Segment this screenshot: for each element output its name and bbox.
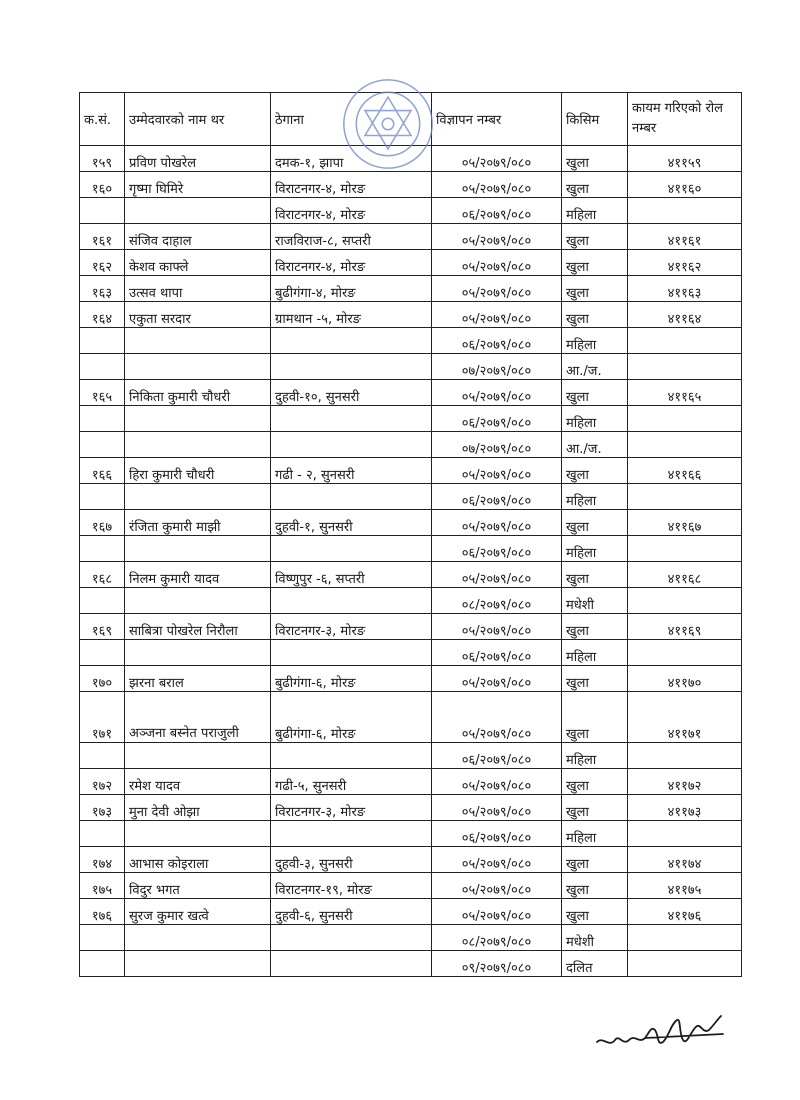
candidate-name-cell — [125, 821, 271, 847]
candidate-name-cell — [125, 743, 271, 769]
roll-number-cell: ४११७४ — [628, 847, 742, 873]
table-row — [80, 588, 742, 614]
table-row — [80, 172, 742, 198]
table-row — [80, 458, 742, 484]
advertisement-number-cell: ०८/२०७९/०८० — [432, 588, 562, 614]
table-row — [80, 250, 742, 276]
category-cell: महिला — [562, 328, 628, 354]
serial-number-cell — [80, 328, 125, 354]
table-row — [80, 302, 742, 328]
address-cell — [271, 821, 432, 847]
candidate-name-cell — [125, 406, 271, 432]
table-row — [80, 328, 742, 354]
roll-number-cell: ४११७० — [628, 666, 742, 692]
serial-number-cell: १६६ — [80, 458, 125, 484]
address-cell — [271, 951, 432, 977]
roll-number-cell: ४११७६ — [628, 899, 742, 925]
table-row — [80, 380, 742, 406]
serial-number-cell: १७० — [80, 666, 125, 692]
table-row — [80, 951, 742, 977]
advertisement-number-cell: ०५/२०७९/०८० — [432, 795, 562, 821]
category-cell: मधेशी — [562, 925, 628, 951]
header-serial: क.सं. — [80, 93, 125, 146]
header-address: ठेगाना — [271, 93, 432, 146]
candidate-name-cell: हिरा कुमारी चौधरी — [125, 458, 271, 484]
advertisement-number-cell: ०८/२०७९/०८० — [432, 925, 562, 951]
advertisement-number-cell: ०५/२०७९/०८० — [432, 172, 562, 198]
roll-number-cell: ४११७१ — [628, 692, 742, 743]
roll-number-cell — [628, 354, 742, 380]
table-header-row — [80, 93, 742, 146]
candidate-name-cell: प्रविण पोखरेल — [125, 146, 271, 172]
roll-number-cell — [628, 484, 742, 510]
category-cell: महिला — [562, 198, 628, 224]
category-cell: मधेशी — [562, 588, 628, 614]
address-cell: बुढीगंगा-४, मोरङ — [271, 276, 432, 302]
category-cell: महिला — [562, 484, 628, 510]
table-row — [80, 614, 742, 640]
address-cell: विराटनगर-४, मोरङ — [271, 172, 432, 198]
advertisement-number-cell: ०६/२०७९/०८० — [432, 640, 562, 666]
header-roll-number: कायम गरिएको रोल नम्बर — [628, 93, 742, 146]
advertisement-number-cell: ०७/२०७९/०८० — [432, 432, 562, 458]
advertisement-number-cell: ०६/२०७९/०८० — [432, 328, 562, 354]
table-row — [80, 640, 742, 666]
category-cell: आ./ज. — [562, 432, 628, 458]
header-advertisement-number: विज्ञापन नम्बर — [432, 93, 562, 146]
table-row — [80, 692, 742, 743]
header-category: किसिम — [562, 93, 628, 146]
serial-number-cell: १६९ — [80, 614, 125, 640]
serial-number-cell — [80, 640, 125, 666]
address-cell: ग्रामथान -५, मोरङ — [271, 302, 432, 328]
advertisement-number-cell: ०५/२०७९/०८० — [432, 146, 562, 172]
roll-number-cell: ४११६६ — [628, 458, 742, 484]
address-cell — [271, 484, 432, 510]
address-cell — [271, 354, 432, 380]
category-cell: आ./ज. — [562, 354, 628, 380]
table-row — [80, 743, 742, 769]
candidate-name-cell: केशव काफ्ले — [125, 250, 271, 276]
address-cell — [271, 743, 432, 769]
advertisement-number-cell: ०५/२०७९/०८० — [432, 250, 562, 276]
candidate-name-cell: मुना देवी ओझा — [125, 795, 271, 821]
candidate-name-cell — [125, 951, 271, 977]
serial-number-cell — [80, 536, 125, 562]
serial-number-cell — [80, 406, 125, 432]
candidate-name-cell: निलम कुमारी यादव — [125, 562, 271, 588]
candidate-name-cell: निकिता कुमारी चौधरी — [125, 380, 271, 406]
address-cell: विराटनगर-४, मोरङ — [271, 198, 432, 224]
roll-number-cell — [628, 743, 742, 769]
advertisement-number-cell: ०५/२०७९/०८० — [432, 692, 562, 743]
advertisement-number-cell: ०५/२०७९/०८० — [432, 666, 562, 692]
table-row — [80, 224, 742, 250]
category-cell: खुला — [562, 692, 628, 743]
address-cell — [271, 536, 432, 562]
address-cell: विराटनगर-३, मोरङ — [271, 614, 432, 640]
candidate-name-cell: अञ्जना बस्नेत पराजुली — [125, 692, 271, 743]
serial-number-cell: १६२ — [80, 250, 125, 276]
advertisement-number-cell: ०६/२०७९/०८० — [432, 406, 562, 432]
advertisement-number-cell: ०६/२०७९/०८० — [432, 484, 562, 510]
serial-number-cell: १६५ — [80, 380, 125, 406]
serial-number-cell: १६७ — [80, 510, 125, 536]
advertisement-number-cell: ०७/२०७९/०८० — [432, 354, 562, 380]
advertisement-number-cell: ०६/२०७९/०८० — [432, 743, 562, 769]
roll-number-cell: ४११६१ — [628, 224, 742, 250]
address-cell — [271, 432, 432, 458]
roll-number-cell — [628, 640, 742, 666]
category-cell: महिला — [562, 821, 628, 847]
advertisement-number-cell: ०६/२०७९/०८० — [432, 821, 562, 847]
candidate-name-cell: एकुता सरदार — [125, 302, 271, 328]
address-cell: विराटनगर-१९, मोरङ — [271, 873, 432, 899]
table-row — [80, 354, 742, 380]
address-cell: विराटनगर-३, मोरङ — [271, 795, 432, 821]
advertisement-number-cell: ०५/२०७९/०८० — [432, 562, 562, 588]
serial-number-cell: १७१ — [80, 692, 125, 743]
candidate-name-cell — [125, 198, 271, 224]
address-cell: बुढीगंगा-६, मोरङ — [271, 666, 432, 692]
serial-number-cell — [80, 354, 125, 380]
serial-number-cell — [80, 743, 125, 769]
table-row — [80, 510, 742, 536]
candidate-name-cell: विदुर भगत — [125, 873, 271, 899]
roll-number-cell: ४११७५ — [628, 873, 742, 899]
serial-number-cell: १६१ — [80, 224, 125, 250]
serial-number-cell: १७५ — [80, 873, 125, 899]
category-cell: खुला — [562, 873, 628, 899]
candidate-name-cell: साबित्रा पोखरेल निरौला — [125, 614, 271, 640]
advertisement-number-cell: ०५/२०७९/०८० — [432, 510, 562, 536]
roll-number-table — [79, 92, 742, 977]
candidate-name-cell — [125, 536, 271, 562]
serial-number-cell — [80, 432, 125, 458]
candidate-name-cell: गृष्मा घिमिरे — [125, 172, 271, 198]
advertisement-number-cell: ०५/२०७९/०८० — [432, 769, 562, 795]
address-cell — [271, 588, 432, 614]
address-cell: गढी-५, सुनसरी — [271, 769, 432, 795]
table-row — [80, 432, 742, 458]
serial-number-cell: १६० — [80, 172, 125, 198]
roll-number-cell: ४११६२ — [628, 250, 742, 276]
category-cell: खुला — [562, 666, 628, 692]
header-candidate-name: उम्मेदवारको नाम थर — [125, 93, 271, 146]
address-cell: दुहवी-६, सुनसरी — [271, 899, 432, 925]
candidate-name-cell — [125, 925, 271, 951]
category-cell: खुला — [562, 795, 628, 821]
address-cell: गढी - २, सुनसरी — [271, 458, 432, 484]
roll-number-cell: ४११६४ — [628, 302, 742, 328]
category-cell: खुला — [562, 614, 628, 640]
table-row — [80, 198, 742, 224]
category-cell: खुला — [562, 224, 628, 250]
category-cell: खुला — [562, 510, 628, 536]
address-cell — [271, 925, 432, 951]
roll-number-cell: ४११६० — [628, 172, 742, 198]
roll-number-cell — [628, 951, 742, 977]
category-cell: खुला — [562, 250, 628, 276]
address-cell: दुहवी-१०, सुनसरी — [271, 380, 432, 406]
candidate-name-cell — [125, 640, 271, 666]
candidate-name-cell: रमेश यादव — [125, 769, 271, 795]
category-cell: महिला — [562, 406, 628, 432]
table-row — [80, 821, 742, 847]
candidate-name-cell — [125, 354, 271, 380]
roll-number-cell — [628, 588, 742, 614]
serial-number-cell: १७३ — [80, 795, 125, 821]
category-cell: खुला — [562, 769, 628, 795]
table-row — [80, 666, 742, 692]
serial-number-cell — [80, 925, 125, 951]
address-cell: विष्णुपुर -६, सप्तरी — [271, 562, 432, 588]
address-cell — [271, 640, 432, 666]
category-cell: दलित — [562, 951, 628, 977]
category-cell: खुला — [562, 380, 628, 406]
candidate-name-cell — [125, 484, 271, 510]
table-row — [80, 769, 742, 795]
category-cell: खुला — [562, 146, 628, 172]
roll-number-cell — [628, 328, 742, 354]
serial-number-cell: १६८ — [80, 562, 125, 588]
table-row — [80, 146, 742, 172]
table-row — [80, 873, 742, 899]
category-cell: महिला — [562, 536, 628, 562]
candidate-name-cell: संजिव दाहाल — [125, 224, 271, 250]
category-cell: खुला — [562, 302, 628, 328]
handwritten-signature — [585, 1000, 735, 1060]
candidate-name-cell: सुरज कुमार खत्वे — [125, 899, 271, 925]
roll-number-cell: ४११६५ — [628, 380, 742, 406]
category-cell: खुला — [562, 847, 628, 873]
table-body — [80, 146, 742, 977]
advertisement-number-cell: ०५/२०७९/०८० — [432, 899, 562, 925]
candidate-name-cell — [125, 588, 271, 614]
roll-number-cell — [628, 821, 742, 847]
roll-number-cell — [628, 925, 742, 951]
category-cell: खुला — [562, 562, 628, 588]
serial-number-cell — [80, 951, 125, 977]
roll-number-cell — [628, 536, 742, 562]
roll-number-cell: ४११५९ — [628, 146, 742, 172]
roll-number-cell: ४११६७ — [628, 510, 742, 536]
serial-number-cell: १५९ — [80, 146, 125, 172]
table-row — [80, 847, 742, 873]
candidate-name-cell — [125, 328, 271, 354]
serial-number-cell — [80, 821, 125, 847]
roll-number-cell: ४११७३ — [628, 795, 742, 821]
category-cell: खुला — [562, 458, 628, 484]
candidate-name-cell: उत्सव थापा — [125, 276, 271, 302]
address-cell — [271, 406, 432, 432]
category-cell: खुला — [562, 172, 628, 198]
serial-number-cell: १७२ — [80, 769, 125, 795]
serial-number-cell: १७६ — [80, 899, 125, 925]
address-cell: दुहवी-३, सुनसरी — [271, 847, 432, 873]
table-row — [80, 484, 742, 510]
advertisement-number-cell: ०५/२०७९/०८० — [432, 458, 562, 484]
serial-number-cell: १७४ — [80, 847, 125, 873]
table-row — [80, 406, 742, 432]
category-cell: खुला — [562, 276, 628, 302]
candidate-name-cell: आभास कोइराला — [125, 847, 271, 873]
table-row — [80, 899, 742, 925]
address-cell: दुहवी-१, सुनसरी — [271, 510, 432, 536]
table-row — [80, 276, 742, 302]
category-cell: खुला — [562, 899, 628, 925]
roll-number-cell: ४११६९ — [628, 614, 742, 640]
advertisement-number-cell: ०६/२०७९/०८० — [432, 198, 562, 224]
candidate-name-cell: रंजिता कुमारी माझी — [125, 510, 271, 536]
table-row — [80, 536, 742, 562]
category-cell: महिला — [562, 743, 628, 769]
roll-number-cell — [628, 432, 742, 458]
table-row — [80, 795, 742, 821]
serial-number-cell — [80, 588, 125, 614]
table-row — [80, 562, 742, 588]
advertisement-number-cell: ०५/२०७९/०८० — [432, 614, 562, 640]
advertisement-number-cell: ०९/२०७९/०८० — [432, 951, 562, 977]
address-cell: विराटनगर-४, मोरङ — [271, 250, 432, 276]
advertisement-number-cell: ०५/२०७९/०८० — [432, 276, 562, 302]
advertisement-number-cell: ०५/२०७९/०८० — [432, 873, 562, 899]
category-cell: महिला — [562, 640, 628, 666]
serial-number-cell: १६३ — [80, 276, 125, 302]
address-cell: राजविराज-८, सप्तरी — [271, 224, 432, 250]
roll-number-cell: ४११७२ — [628, 769, 742, 795]
candidate-name-cell: झरना बराल — [125, 666, 271, 692]
serial-number-cell: १६४ — [80, 302, 125, 328]
advertisement-number-cell: ०५/२०७९/०८० — [432, 224, 562, 250]
advertisement-number-cell: ०५/२०७९/०८० — [432, 380, 562, 406]
address-cell: दमक-१, झापा — [271, 146, 432, 172]
roll-number-cell: ४११६८ — [628, 562, 742, 588]
table-row — [80, 925, 742, 951]
advertisement-number-cell: ०५/२०७९/०८० — [432, 302, 562, 328]
advertisement-number-cell: ०५/२०७९/०८० — [432, 847, 562, 873]
roll-number-cell — [628, 406, 742, 432]
candidate-name-cell — [125, 432, 271, 458]
address-cell: बुढीगंगा-६, मोरङ — [271, 692, 432, 743]
serial-number-cell — [80, 198, 125, 224]
roll-number-cell — [628, 198, 742, 224]
roll-number-cell: ४११६३ — [628, 276, 742, 302]
serial-number-cell — [80, 484, 125, 510]
address-cell — [271, 328, 432, 354]
advertisement-number-cell: ०६/२०७९/०८० — [432, 536, 562, 562]
